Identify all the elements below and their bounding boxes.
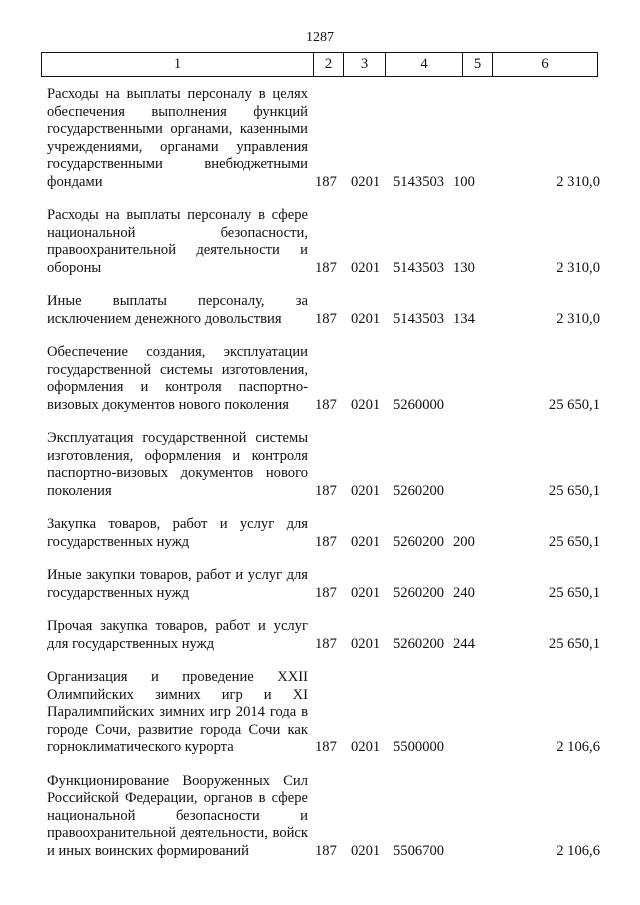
row-admin-code: 187 [315,842,337,859]
row-section-code: 0201 [351,173,381,190]
header-col-3: 3 [344,53,386,76]
row-target-article: 5506700 [393,842,445,859]
table-body [47,86,600,876]
row-section-code: 0201 [351,310,381,327]
row-amount: 2 106,6 [556,842,600,859]
row-description: Расходы на выплаты персоналу в сфере национальной безопасности, правоохранительной деятельности и обороны [47,207,308,276]
row-amount: 25 650,1 [548,635,600,652]
row-description: Эксплуатация государственной системы изготовления, оформления и контроля паспортно-визовых документов нового поколения [47,430,308,499]
row-admin-code: 187 [315,533,337,550]
row-amount: 25 650,1 [548,533,600,550]
row-description: Иные закупки товаров, работ и услуг для государственных нужд [47,567,308,601]
header-col-1: 1 [42,53,314,76]
row-admin-code: 187 [315,173,337,190]
row-admin-code: 187 [315,739,337,755]
header-col-6: 6 [541,56,549,72]
row-section-code: 0201 [351,739,381,755]
page-number: 1287 [306,30,334,45]
row-amount: 25 650,1 [548,482,600,499]
row-target-article: 5260200 [393,533,445,550]
row-description: Прочая закупка товаров, работ и услуг для государственных нужд [47,618,308,652]
row-target-article: 5143503 [393,310,445,327]
row-amount: 2 106,6 [556,739,600,755]
row-target-article: 5260200 [393,635,445,652]
row-section-code: 0201 [351,259,381,276]
row-section-code: 0201 [351,482,381,499]
row-target-article: 5143503 [393,259,445,276]
header-col-2: 2 [314,53,344,76]
header-col-4: 4 [386,53,463,76]
row-amount: 25 650,1 [548,396,600,413]
row-section-code: 0201 [351,635,381,652]
table-row [47,773,600,861]
row-amount: 2 310,0 [556,310,600,327]
row-description: Расходы на выплаты персоналу в целях обеспечения выполнения функций государственными органами, казенными учреждениями, органами управления государственными внебюджетными фондами [47,86,308,190]
table-row [47,293,600,328]
row-description: Закупка товаров, работ и услуг для государственных нужд [47,516,308,550]
row-description: Функционирование Вооруженных Сил Российской Федерации, органов в сфере национальной безопасности и правоохранительной деятельности, войск и иных воинских формирований [47,772,308,859]
row-section-code: 0201 [351,533,381,550]
row-section-code: 0201 [351,396,381,413]
row-target-article: 5260000 [393,396,445,413]
table-header [41,52,598,77]
row-admin-code: 187 [315,584,337,601]
row-amount: 25 650,1 [548,584,600,601]
row-admin-code: 187 [315,396,337,413]
row-expense-type: 240 [453,584,475,601]
row-expense-type: 134 [453,310,475,327]
row-target-article: 5500000 [393,739,445,755]
row-expense-type: 244 [453,635,475,652]
row-target-article: 5143503 [393,173,445,190]
row-amount: 2 310,0 [556,173,600,190]
table-row [47,669,600,757]
row-expense-type: 200 [453,533,475,550]
row-section-code: 0201 [351,584,381,601]
row-description: Обеспечение создания, эксплуатации государственной системы изготовления, оформления и контроля паспортно-визовых документов нового поколения [47,344,308,413]
table-row [47,567,600,602]
row-amount: 2 310,0 [556,259,600,276]
row-description: Иные выплаты персоналу, за исключением денежного довольствия [47,293,308,327]
row-expense-type: 130 [453,259,475,276]
row-section-code: 0201 [351,842,381,859]
table-row [47,430,600,500]
table-row [47,344,600,414]
row-description: Организация и проведение XXII Олимпийских зимних игр и XI Паралимпийских зимних игр 2014 года в городе Сочи, развитие города Сочи как горноклиматического курорта [47,669,308,755]
row-admin-code: 187 [315,310,337,327]
table-row [47,618,600,653]
table-row [47,516,600,551]
row-admin-code: 187 [315,635,337,652]
header-col-5: 5 [463,53,493,76]
table-row [47,207,600,277]
table-row [47,86,600,191]
row-target-article: 5260200 [393,482,445,499]
row-target-article: 5260200 [393,584,445,601]
row-admin-code: 187 [315,259,337,276]
row-expense-type: 100 [453,173,475,190]
row-admin-code: 187 [315,482,337,499]
